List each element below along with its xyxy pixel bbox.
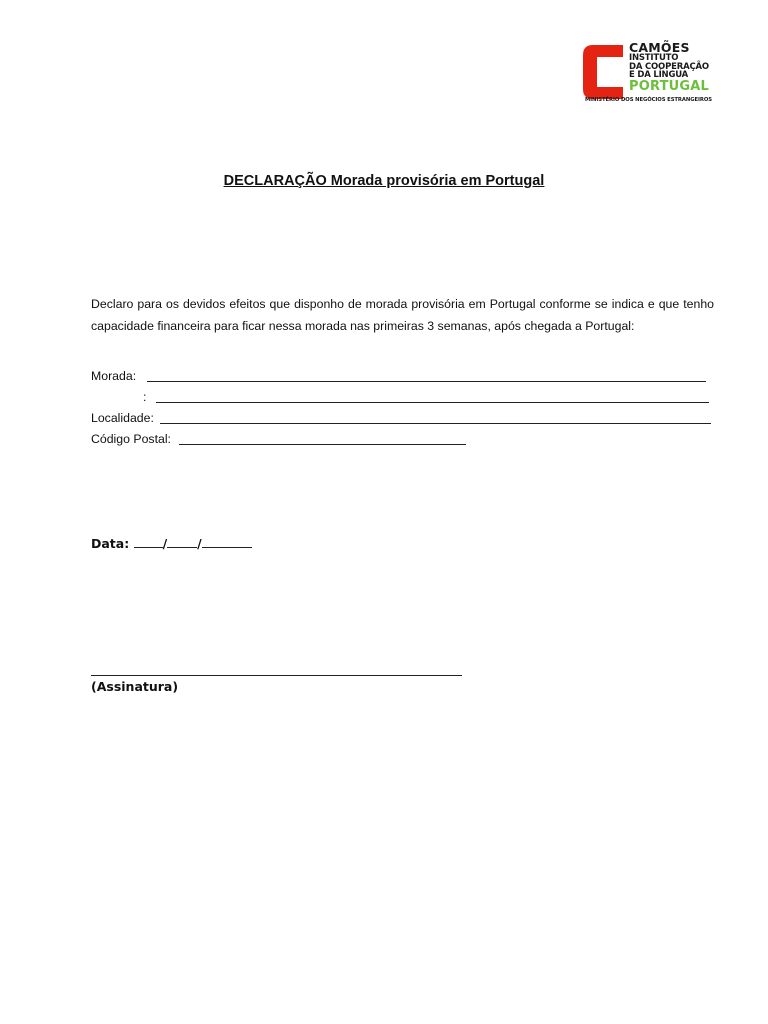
logo-ministry-text: MINISTÉRIO DOS NEGÓCIOS ESTRANGEIROS: [585, 97, 712, 103]
date-year-blank[interactable]: [202, 535, 252, 548]
title-rest: Morada provisória em Portugal: [326, 173, 545, 189]
localidade-input-line[interactable]: [160, 423, 711, 424]
document-title: [0, 172, 768, 190]
morada-input-line[interactable]: [147, 381, 706, 382]
date-separator-1: /: [162, 536, 168, 551]
date-field: [91, 535, 252, 553]
camoes-logo: [583, 42, 733, 107]
date-label: Data:: [91, 536, 130, 551]
signature-label: (Assinatura): [91, 679, 179, 694]
logo-line-camoes: CAMÕES: [629, 40, 690, 55]
morada-continuation-label: :: [143, 390, 147, 404]
date-day-blank[interactable]: [134, 535, 163, 548]
localidade-label: Localidade:: [91, 411, 154, 425]
codigo-postal-input-line[interactable]: [179, 444, 466, 445]
logo-line-portugal: PORTUGAL: [629, 78, 710, 94]
title-bold-part: DECLARAÇÃO: [223, 173, 327, 189]
date-month-blank[interactable]: [167, 535, 197, 548]
morada-continuation-input-line[interactable]: [156, 402, 709, 403]
logo-line-cooperacao: DA COOPERAÇÃO: [629, 61, 709, 72]
logo-line-lingua: E DA LÍNGUA: [629, 70, 689, 80]
codigo-postal-label: Código Postal:: [91, 432, 171, 446]
declaration-paragraph: Declaro para os devidos efeitos que disponho de morada provisória em Portugal conforme se indica e que tenho capacidade financeira para ficar nessa morada nas primeiras 3 semanas, após chegada a Portugal:: [91, 297, 714, 333]
date-separator-2: /: [197, 536, 202, 551]
signature-line[interactable]: [91, 675, 462, 676]
morada-label: Morada:: [91, 369, 137, 383]
camoes-c-mark-icon: [583, 45, 629, 99]
logo-wordmark: [629, 42, 709, 93]
logo-line-instituto: INSTITUTO: [629, 53, 679, 63]
